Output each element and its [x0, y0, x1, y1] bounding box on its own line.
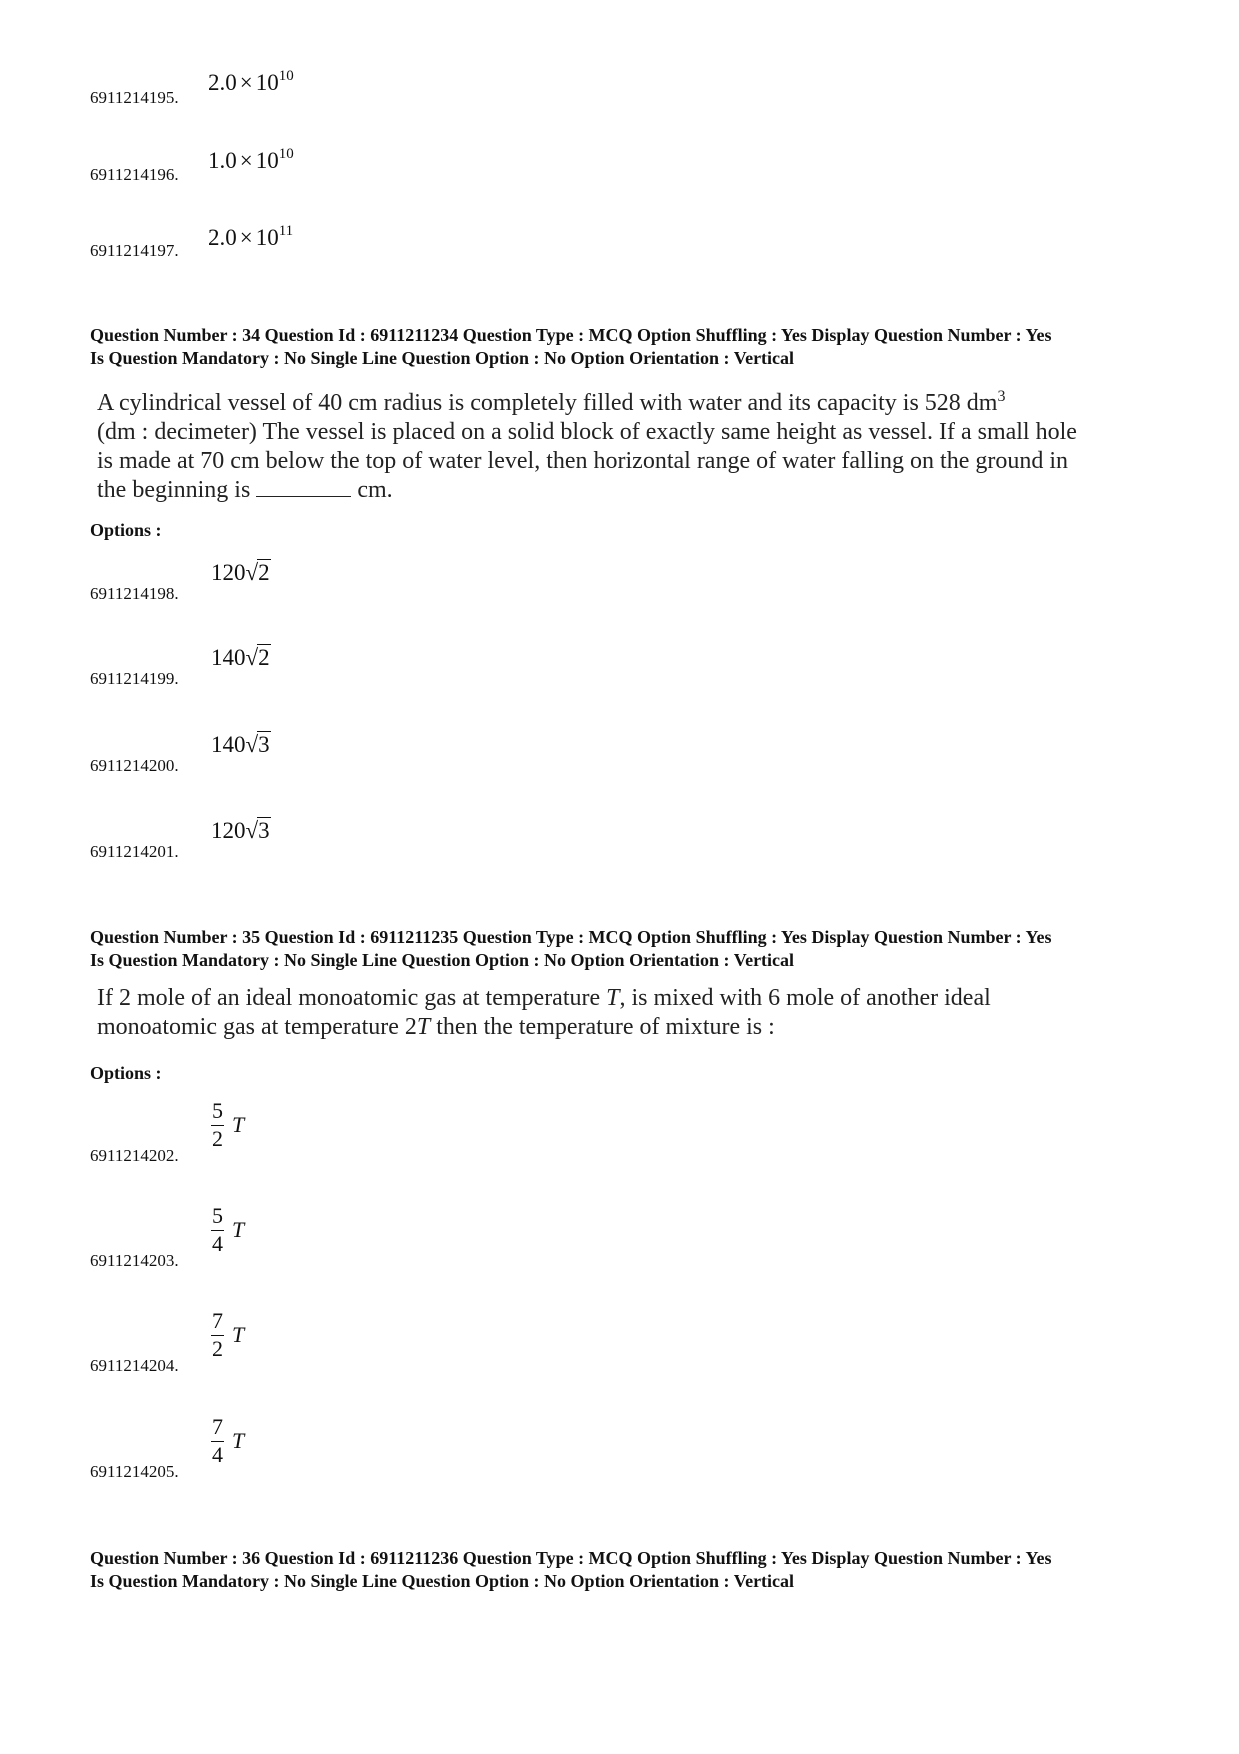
radicand: 3	[258, 818, 270, 843]
meta-line-2: Is Question Mandatory : No Single Line Question Option : No Option Orientation : Vertical	[90, 348, 795, 368]
option-value	[208, 68, 294, 96]
question-34-meta	[90, 324, 1051, 370]
q35-text-part: monoatomic gas at temperature 2	[97, 1014, 417, 1040]
variable: T	[232, 1428, 245, 1453]
variable: T	[232, 1322, 245, 1347]
option-id: 6911214198.	[90, 584, 179, 603]
q35-text-part: then the temperature of mixture is :	[430, 1014, 775, 1040]
fraction	[211, 1416, 224, 1466]
base: 10	[255, 70, 279, 95]
sqrt-sign: √3	[245, 732, 270, 757]
question-34-text	[97, 382, 1162, 505]
meta-line-1: Question Number : 35 Question Id : 6911211235 Question Type : MCQ Option Shuffling : Yes Display Question Number : Yes	[90, 927, 1052, 947]
q34-text-line-1: A cylindrical vessel of 40 cm radius is completely filled with water and its capacity is 528 dm	[97, 390, 998, 416]
option-value	[211, 732, 271, 758]
option-id: 6911214205.	[90, 1462, 179, 1481]
numerator: 7	[211, 1416, 224, 1442]
coefficient: 120	[211, 560, 246, 585]
q34-unit: cm.	[357, 477, 393, 503]
question-36-meta	[90, 1547, 1051, 1593]
coefficient: 140	[211, 645, 246, 670]
option-value	[211, 1100, 244, 1150]
numerator: 7	[211, 1310, 224, 1336]
option-id: 6911214197.	[90, 241, 179, 260]
base: 10	[255, 148, 279, 173]
fraction	[211, 1310, 224, 1360]
coefficient: 140	[211, 732, 246, 757]
option-id: 6911214204.	[90, 1356, 179, 1375]
times-sign: ×	[239, 148, 253, 173]
numerator: 5	[211, 1205, 224, 1231]
option-value	[211, 560, 271, 586]
q35-variable: T	[416, 1014, 431, 1040]
option-id: 6911214203.	[90, 1251, 179, 1270]
times-sign: ×	[239, 225, 253, 250]
meta-line-1: Question Number : 34 Question Id : 6911211234 Question Type : MCQ Option Shuffling : Yes Display Question Number : Yes	[90, 325, 1052, 345]
option-value	[211, 1416, 244, 1466]
options-label: Options :	[90, 1063, 162, 1083]
meta-line-2: Is Question Mandatory : No Single Line Question Option : No Option Orientation : Vertical	[90, 950, 795, 970]
times-sign: ×	[239, 70, 253, 95]
meta-line-1: Question Number : 36 Question Id : 6911211236 Question Type : MCQ Option Shuffling : Yes Display Question Number : Yes	[90, 1548, 1052, 1568]
numerator: 5	[211, 1100, 224, 1126]
meta-line-2: Is Question Mandatory : No Single Line Question Option : No Option Orientation : Vertical	[90, 1571, 795, 1591]
denominator: 4	[212, 1231, 223, 1256]
option-id: 6911214195.	[90, 88, 179, 107]
denominator: 2	[212, 1336, 223, 1361]
mantissa: 2.0	[208, 70, 237, 95]
radicand: 2	[258, 560, 270, 585]
variable: T	[232, 1112, 245, 1137]
option-value	[208, 223, 293, 251]
q34-text-line-3: is made at 70 cm below the top of water level, then horizontal range of water falling on the ground in	[97, 448, 1069, 474]
q34-text-line-4: the beginning is	[97, 477, 251, 503]
radicand: 3	[258, 732, 270, 757]
fraction	[211, 1100, 224, 1150]
option-value	[211, 645, 271, 671]
mantissa: 1.0	[208, 148, 237, 173]
fraction	[211, 1205, 224, 1255]
option-id: 6911214202.	[90, 1146, 179, 1165]
q35-text-part: If 2 mole of an ideal monoatomic gas at temperature	[97, 985, 607, 1011]
exponent: 10	[278, 146, 294, 162]
denominator: 2	[212, 1126, 223, 1151]
exponent: 11	[278, 223, 294, 239]
option-id: 6911214201.	[90, 842, 179, 861]
q35-text-part: , is mixed with 6 mole of another ideal	[619, 985, 991, 1011]
coefficient: 120	[211, 818, 246, 843]
base: 10	[255, 225, 279, 250]
question-35-meta	[90, 926, 1051, 972]
sqrt-sign: √2	[245, 560, 270, 585]
q35-variable: T	[606, 985, 620, 1011]
q34-superscript: 3	[997, 388, 1006, 405]
option-id: 6911214196.	[90, 165, 179, 184]
question-35-text	[97, 984, 1162, 1042]
exponent: 10	[278, 68, 294, 84]
option-id: 6911214200.	[90, 756, 179, 775]
option-value	[211, 818, 271, 844]
options-label: Options :	[90, 520, 162, 540]
answer-blank	[256, 496, 351, 497]
q34-text-line-2: (dm : decimeter) The vessel is placed on a solid block of exactly same height as vessel. If a small hole	[97, 419, 1077, 445]
radicand: 2	[258, 645, 270, 670]
denominator: 4	[212, 1442, 223, 1467]
option-value	[211, 1310, 244, 1360]
variable: T	[232, 1217, 245, 1242]
sqrt-sign: √3	[245, 818, 270, 843]
option-id: 6911214199.	[90, 669, 179, 688]
mantissa: 2.0	[208, 225, 237, 250]
option-value	[208, 146, 294, 174]
option-value	[211, 1205, 244, 1255]
sqrt-sign: √2	[245, 645, 270, 670]
